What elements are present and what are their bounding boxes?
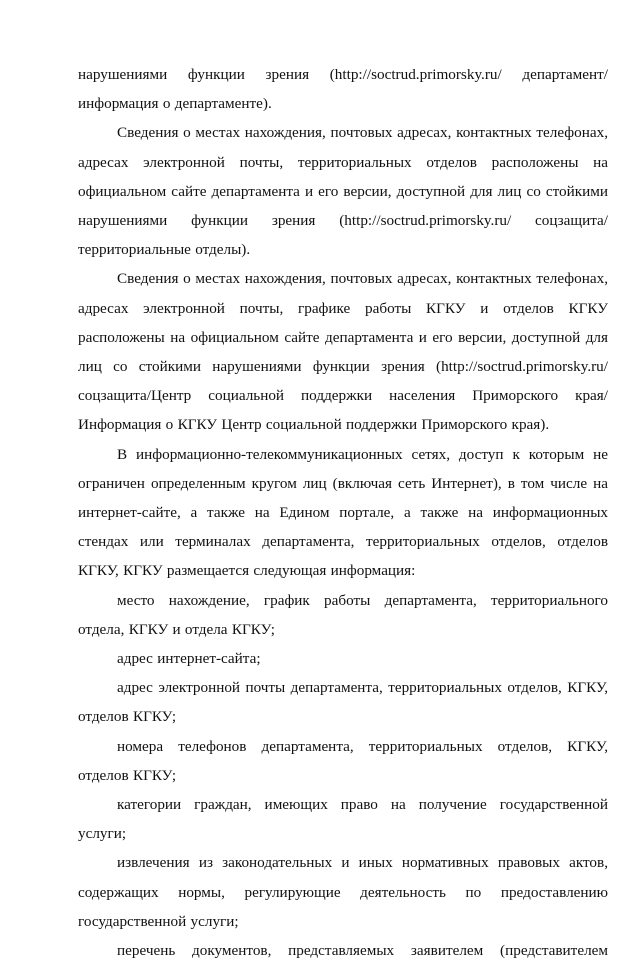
list-item-email: адрес электронной почты департамента, территориальных отделов, КГКУ, отделов КГКУ;: [78, 679, 608, 726]
list-item-phones: номера телефонов департамента, территориальных отделов, КГКУ, отделов КГКУ;: [78, 737, 608, 784]
list-item-location: место нахождение, график работы департамента, территориального отдела, КГКУ и отдела КГКУ;: [78, 591, 608, 638]
paragraph-3: Сведения о местах нахождения, почтовых адресах, контактных телефонах, адресах электронной почты, графике работы КГКУ и отделов КГКУ расположены на официальном сайте департамента и его версии, доступной для лиц со стойкими нарушениями функции зрения (http://soctrud.primorsky.ru/ соцзащита/Центр социальной поддержки населения Приморского края/Информация о КГКУ Центр социальной поддержки Приморского края).: [78, 270, 608, 434]
list-item-legal-extracts: извлечения из законодательных и иных нормативных правовых актов, содержащих нормы, регулирующие деятельность по предоставлению государственной услуги;: [78, 854, 608, 930]
paragraph-2: Сведения о местах нахождения, почтовых адресах, контактных телефонах, адресах электронной почты, территориальных отделов расположены на официальном сайте департамента и его версии, доступной для лиц со стойкими нарушениями функции зрения (http://soctrud.primorsky.ru/ соцзащита/территориальные отделы).: [78, 124, 608, 259]
document-body: [78, 60, 608, 965]
list-item-website: адрес интернет-сайта;: [117, 650, 261, 668]
list-item-documents: перечень документов, представляемых заявителем (представителем: [117, 942, 608, 960]
paragraph-1: нарушениями функции зрения (http://soctrud.primorsky.ru/ департамент/информация о департаменте).: [78, 66, 608, 113]
paragraph-4: В информационно-телекоммуникационных сетях, доступ к которым не ограничен определенным кругом лиц (включая сеть Интернет), в том числе на интернет-сайте, а также на Едином портале, а также на информационных стендах или терминалах департамента, территориальных отделов, отделов КГКУ, КГКУ размещается следующая информация:: [78, 445, 608, 580]
list-item-categories: категории граждан, имеющих право на получение государственной услуги;: [78, 796, 608, 843]
